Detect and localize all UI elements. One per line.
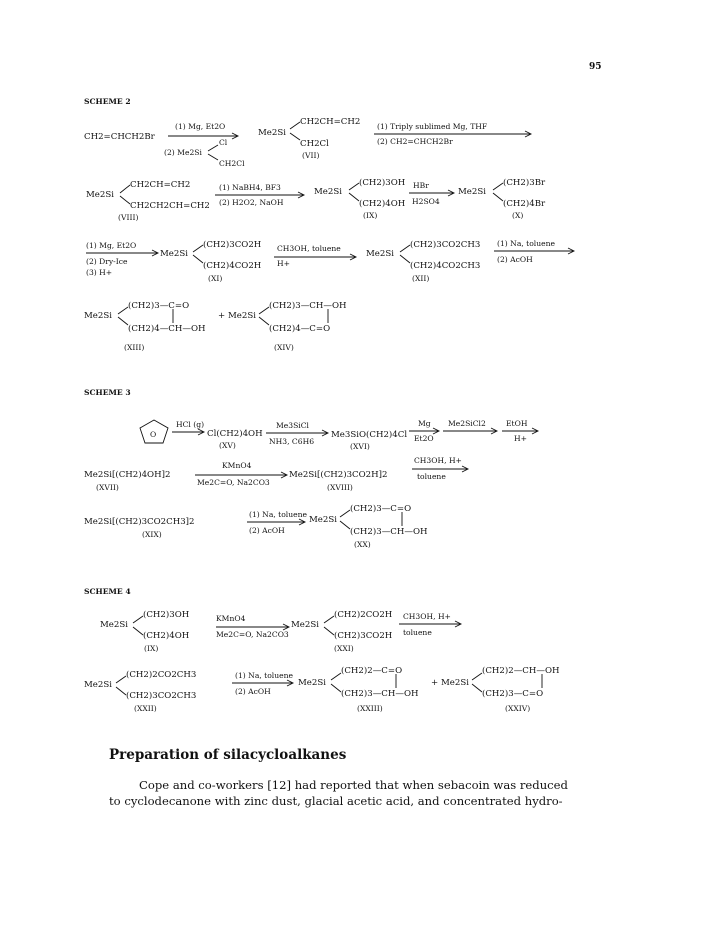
- compound-xxi-top: (CH2)2CO2H: [334, 610, 393, 620]
- compound-label: (XIX): [142, 530, 162, 539]
- compound-xx-top: (CH2)3—C=O: [350, 504, 412, 514]
- compound-xii-bottom: (CH2)4CO2CH3: [410, 261, 481, 271]
- condition-text: CH3OH, toluene: [277, 244, 341, 253]
- compound-x-top: (CH2)3Br: [503, 178, 546, 188]
- section-heading: Preparation of silacycloalkanes: [109, 747, 347, 763]
- condition-text: (1) Na, toluene: [235, 671, 293, 680]
- compound-label: (VII): [302, 151, 320, 160]
- compound-ix-top: (CH2)3OH: [359, 178, 406, 188]
- compound-xxiv-bottom: (CH2)3—C=O: [482, 689, 544, 699]
- compound-label: (IX): [144, 644, 159, 653]
- allyl-bromide: CH2=CHCH2Br: [84, 132, 155, 142]
- condition-text: (1) NaBH4, BF3: [219, 183, 281, 192]
- compound-label: (XVIII): [327, 483, 353, 492]
- condition-text: (2) CH2=CHCH2Br: [377, 137, 453, 146]
- compound-label: (VIII): [118, 213, 139, 222]
- compound-viii-top: CH2CH=CH2: [130, 180, 191, 190]
- compound-ix-top: (CH2)3OH: [143, 610, 190, 620]
- condition-text: HBr: [413, 181, 429, 190]
- compound-xx-bottom: (CH2)3—CH—OH: [350, 527, 428, 537]
- condition-text: (2) Me2Si: [164, 148, 202, 157]
- plus-sign: +: [218, 311, 226, 321]
- compound-vii-top: CH2CH=CH2: [300, 117, 361, 127]
- compound-label: (XV): [219, 441, 236, 450]
- condition-text: (2) Dry-Ice: [86, 257, 128, 266]
- compound-label: (XVII): [96, 483, 119, 492]
- compound-xxii-si: Me2Si: [84, 680, 112, 690]
- compound-xxiv-si: Me2Si: [441, 678, 469, 688]
- compound-ix-bottom: (CH2)4OH: [143, 631, 190, 641]
- condition-text: H2SO4: [412, 197, 440, 206]
- compound-xi-top: (CH2)3CO2H: [203, 240, 262, 250]
- condition-text: CH3OH, H+: [414, 456, 462, 465]
- compound-label: (XXIII): [357, 704, 383, 713]
- condition-text: (1) Mg, Et2O: [86, 241, 137, 250]
- compound-xxiii-si: Me2Si: [298, 678, 326, 688]
- condition-text: Cl: [219, 138, 228, 147]
- scheme-4-title: SCHEME 4: [84, 587, 131, 596]
- compound-x-bottom: (CH2)4Br: [503, 199, 546, 209]
- compound-xxii-bottom: (CH2)3CO2CH3: [126, 691, 197, 701]
- compound-xxiv-top: (CH2)2—CH—OH: [482, 666, 560, 676]
- compound-viii-bottom: CH2CH2CH=CH2: [130, 201, 210, 211]
- condition-text: Me2C=O, Na2CO3: [197, 478, 270, 487]
- compound-label: (XXI): [334, 644, 354, 653]
- compound-viii-si: Me2Si: [86, 190, 114, 200]
- condition-text: toluene: [403, 628, 432, 637]
- compound-label: (XII): [412, 274, 430, 283]
- compound-xiv-si: Me2Si: [228, 311, 256, 321]
- compound-xvii: Me2Si[(CH2)4OH]2: [84, 470, 171, 480]
- compound-xii-top: (CH2)3CO2CH3: [410, 240, 481, 250]
- compound-xiii-si: Me2Si: [84, 311, 112, 321]
- condition-text: Me2C=O, Na2CO3: [216, 630, 289, 639]
- compound-label: (X): [512, 211, 524, 220]
- body-paragraph: [109, 777, 599, 809]
- compound-ix-si: Me2Si: [100, 620, 128, 630]
- compound-xiii-bottom: (CH2)4—CH—OH: [128, 324, 206, 334]
- condition-text: (1) Na, toluene: [497, 239, 555, 248]
- compound-label: (XXIV): [505, 704, 531, 713]
- compound-label: (XVI): [350, 442, 370, 451]
- condition-text: (1) Triply sublimed Mg, THF: [377, 122, 488, 131]
- compound-label: (XX): [354, 540, 371, 549]
- condition-text: Me2SiCl2: [448, 419, 486, 428]
- compound-xix: Me2Si[(CH2)3CO2CH3]2: [84, 517, 195, 527]
- condition-text: (1) Mg, Et2O: [175, 122, 226, 131]
- condition-text: Et2O: [414, 434, 434, 443]
- condition-text: (2) AcOH: [497, 255, 533, 264]
- compound-xi-si: Me2Si: [160, 249, 188, 259]
- compound-xxiii-bottom: (CH2)3—CH—OH: [341, 689, 419, 699]
- condition-text: (1) Na, toluene: [249, 510, 307, 519]
- compound-label: (IX): [363, 211, 378, 220]
- compound-xx-si: Me2Si: [309, 515, 337, 525]
- compound-ix-si: Me2Si: [314, 187, 342, 197]
- condition-text: (2) AcOH: [235, 687, 271, 696]
- condition-text: CH3OH, H+: [403, 612, 451, 621]
- compound-xxiii-top: (CH2)2—C=O: [341, 666, 403, 676]
- compound-xv: Cl(CH2)4OH: [207, 429, 263, 439]
- compound-label: (XI): [208, 274, 223, 283]
- compound-xxii-top: (CH2)2CO2CH3: [126, 670, 197, 680]
- condition-text: Me3SiCl: [276, 421, 309, 430]
- paragraph-line: Cope and co-workers [12] had reported that when sebacoin was reduced: [139, 778, 568, 792]
- compound-label: (XIV): [274, 343, 294, 352]
- condition-text: EtOH: [506, 419, 528, 428]
- thf-oxygen: O: [150, 430, 157, 439]
- compound-xxi-bottom: (CH2)3CO2H: [334, 631, 393, 641]
- condition-text: KMnO4: [216, 614, 246, 623]
- page-number: 95: [589, 62, 602, 72]
- condition-text: CH2Cl: [219, 159, 245, 168]
- condition-text: H+: [277, 259, 290, 268]
- condition-text: (2) AcOH: [249, 526, 285, 535]
- compound-xvi: Me3SiO(CH2)4Cl: [331, 430, 408, 440]
- compound-xviii: Me2Si[(CH2)3CO2H]2: [289, 470, 388, 480]
- condition-text: H+: [514, 434, 527, 443]
- compound-xii-si: Me2Si: [366, 249, 394, 259]
- compound-xi-bottom: (CH2)4CO2H: [203, 261, 262, 271]
- condition-text: KMnO4: [222, 461, 252, 470]
- scheme-2-title: SCHEME 2: [84, 97, 131, 106]
- compound-xiv-top: (CH2)3—CH—OH: [269, 301, 347, 311]
- compound-vii-bottom: CH2Cl: [300, 139, 329, 149]
- condition-text: Mg: [418, 419, 431, 428]
- condition-text: (2) H2O2, NaOH: [219, 198, 284, 207]
- condition-text: toluene: [417, 472, 446, 481]
- condition-text: (3) H+: [86, 268, 113, 277]
- compound-xiv-bottom: (CH2)4—C=O: [269, 324, 331, 334]
- compound-label: (XIII): [124, 343, 145, 352]
- compound-x-si: Me2Si: [458, 187, 486, 197]
- compound-vii-si: Me2Si: [258, 128, 286, 138]
- compound-xiii-top: (CH2)3—C=O: [128, 301, 190, 311]
- scheme-3-title: SCHEME 3: [84, 388, 131, 397]
- compound-ix-bottom: (CH2)4OH: [359, 199, 406, 209]
- condition-text: NH3, C6H6: [269, 437, 315, 446]
- condition-text: HCl (g): [176, 420, 205, 429]
- paragraph-line: to cyclodecanone with zinc dust, glacial acetic acid, and concentrated hydro-: [109, 794, 563, 808]
- plus-sign: +: [431, 678, 439, 688]
- compound-xxi-si: Me2Si: [291, 620, 319, 630]
- compound-label: (XXII): [134, 704, 157, 713]
